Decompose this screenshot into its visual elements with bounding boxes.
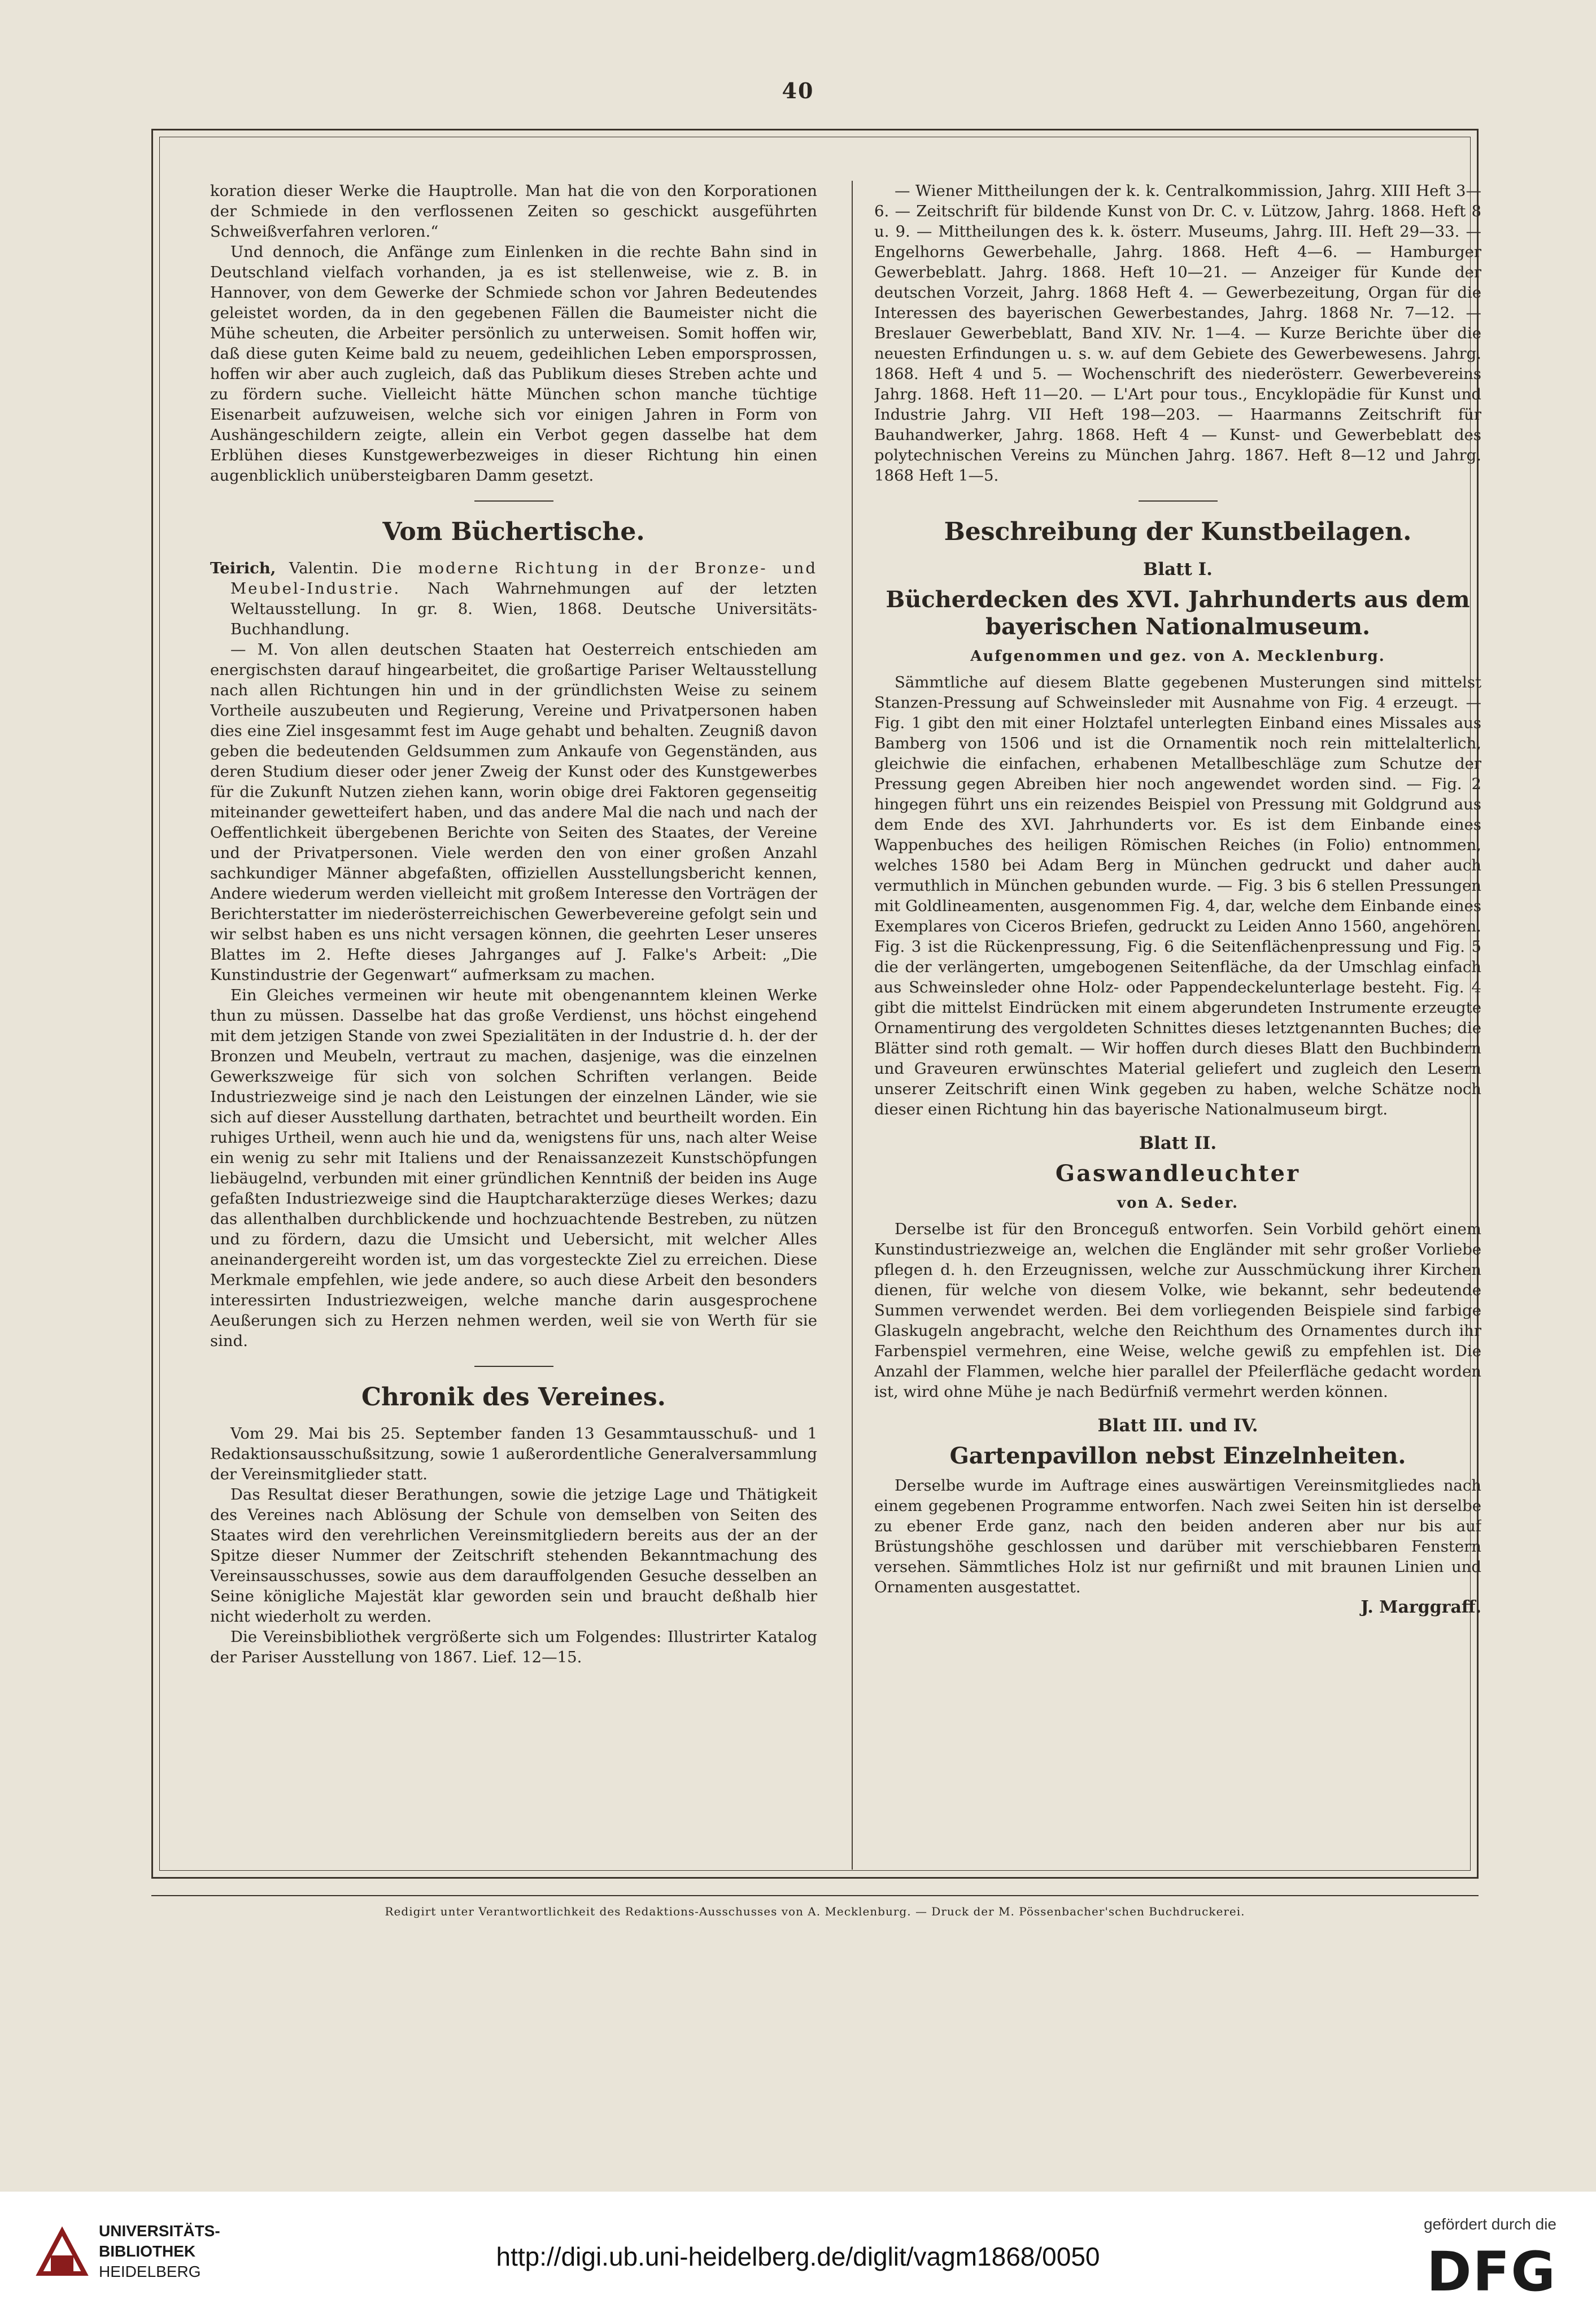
plate-1-label: Blatt I. xyxy=(1143,559,1213,580)
library-line-3: HEIDELBERG xyxy=(99,2263,201,2280)
section-rule xyxy=(474,500,553,502)
plate-1-text: Sämmtliche auf diesem Blatte gegebenen Musterungen sind mittelst Stanzen-Pressung auf Schweinsleder mit Ausnahme von Fig. 4 erzeugt. — Fig. 1 gibt den mit einer Holztafel unterlegten Einband eines Missales aus Bamberg von 1506 und ist die Ornamentik noch rein mittelalterlich, gleichwie die einfachen, erhabenen Metallbeschläge zum Schutze der Pressung gegen Abreiben hier noch angewendet worden sind. — Fig. 2 hingegen führt uns ein reizendes Beispiel von Pressung mit Goldgrund aus dem Ende des XVI. Jahrhunderts vor. Es ist dem Einbande eines Wappenbuches des heiligen Römischen Reiches (in Folio) entnommen, welches 1580 bei Adam Berg in München gedruckt und daher auch vermuthlich in München gebunden wurde. — Fig. 3 bis 6 stellen Pressungen mit Goldlineamenten, ausgenommen Fig. 4, dar, welche dem Einbande eines Exemplares von Ciceros Briefen, gedruckt zu Leiden Anno 1560, angehören. Fig. 3 ist die Rückenpressung, Fig. 6 die Seitenflächenpressung und Fig. 5 die der verlängerten, umgebogenen Seitenfläche, da der Umschlag einfach aus Schweinsleder ohne Holz- oder Pappendeckelunterlage besteht. Fig. 4 gibt die mittelst Eindrücken mit einem abgerundeten Instrumente erzeugte Ornamentirung des vergoldeten Schnittes dieses letztgenannten Buches; die Blätter sind roth gemalt. — Wir hoffen durch dieses Blatt den Buchbindern und Graveuren erwünschtes Material geliefert und zugleich den Lesern unserer Zeitschrift einen Wink gegeben zu haben, welche Schätze noch dieser einen Richtung hin das bayerische Nationalmuseum birgt. xyxy=(874,673,1481,1118)
review-paragraph-2: Ein Gleiches vermeinen wir heute mit obengenanntem kleinen Werke thun zu müssen. Dasselbe hat das große Verdienst, uns höchst eingehend mit dem jetzigen Stande von zwei Spezialitäten in der Industrie d. h. der der Bronzen und Meubeln, vertraut zu machen, dasjenige, was die einzelnen Gewerkszweige für sich von solchen Schriften verlangen. Beide Industriezweige sind je nach den Leistungen der einzelnen Länder, wie sie sich auf dieser Ausstellung darthaten, betrachtet und beurtheilt worden. Ein ruhiges Urtheil, wenn auch hie und da, wenigstens für uns, nach alter Weise ein wenig zu sehr mit Italiens und der Renaissanzezeit Kunstschöpfungen liebäugelnd, verbunden mit einer gründlichen Kenntniß der beiden ins Auge gefaßten Industriezweige sind die Hauptcharakterzüge dieses Werkes; dazu das allenthalben durchblickende und hochzuachtende Bestreben, zu nützen und zu fördern, dazu die Umsicht und Uebersicht, mit welcher Alles aneinandergereiht worden ist, um das vorgesteckte Ziel zu erreichen. Diese Merkmale empfehlen, wie jede andere, so auch diese Arbeit den besonders interessirten Industriezweigen, welche manche darin ausgesprochene Aeußerungen sich zu Herzen nehmen werden, weil sie von Werth für sie sind. xyxy=(210,986,817,1350)
footer-rule xyxy=(151,1895,1479,1896)
plate-1-credit: Aufgenommen und gez. von A. Mecklenburg. xyxy=(970,648,1385,665)
plate-3-4-text: Derselbe wurde im Auftrage eines auswärtigen Vereinsmitgliedes nach einem gegebenen Programme entworfen. Nach zwei Seiten hin ist derselbe zu ebener Erde ganz, nach den beiden anderen aber nur bis auf Brüstungshöhe geschlossen und darüber mit verschiebbaren Fenstern versehen. Sämmtliches Holz ist nur gefirnißt und mit braunen Linien und Ornamenten ausgestattet. xyxy=(874,1477,1481,1596)
book-entry-author: Valentin. xyxy=(289,559,359,577)
plate-2-label: Blatt II. xyxy=(1139,1133,1217,1153)
right-column xyxy=(874,181,1481,1864)
chronicle-paragraph-1: Vom 29. Mai bis 25. September fanden 13 Gesammtausschuß- und 1 Redaktionsausschußsitzung, sowie 1 außerordentliche Generalversammlung der Vereinsmitglieder statt. xyxy=(210,1425,817,1483)
book-entry xyxy=(210,558,817,639)
book-entry-rest: Nach Wahrnehmungen auf der letzten Weltausstellung. In gr. 8. Wien, 1868. Deutsche Universitäts-Buchhandlung. xyxy=(230,580,817,638)
book-entry-lead: Teirich, xyxy=(210,559,276,577)
plate-2-title: Gaswandleuchter xyxy=(1055,1160,1301,1187)
imprint-footer: Redigirt unter Verantwortlichkeit des Redaktions-Ausschusses von A. Mecklenburg. — Druck der M. Pössenbacher'schen Buchdruckerei. xyxy=(385,1905,1245,1918)
plate-2-credit: von A. Seder. xyxy=(1117,1195,1239,1212)
plate-3-4-signature: J. Marggraff. xyxy=(1360,1597,1481,1617)
intro-paragraph: koration dieser Werke die Hauptrolle. Man hat die von den Korporationen der Schmiede in den verflossenen Zeiten so geschickt ausgeführten Schweißverfahren verloren.“ xyxy=(210,182,817,241)
chronicle-paragraph-3: Die Vereinsbibliothek vergrößerte sich um Folgendes: Illustrirter Katalog der Pariser Ausstellung von 1867. Lief. 12—15. xyxy=(210,1628,817,1666)
left-column xyxy=(210,181,817,1864)
funded-by-label: gefördert durch die xyxy=(1423,2215,1556,2233)
plate-3-4-label: Blatt III. und IV. xyxy=(1097,1416,1258,1436)
heading-chronicle: Chronik des Vereines. xyxy=(361,1383,666,1412)
plate-3-4-title: Gartenpavillon nebst Einzelnheiten. xyxy=(949,1443,1406,1469)
review-paragraph-1: — M. Von allen deutschen Staaten hat Oesterreich entschieden am energischsten darauf hingearbeitet, die großartige Pariser Weltausstellung nach allen Richtungen hin und in der gründlichsten Weise zu seinem Vortheile auszubeuten und Regierung, Vereine und Privatpersonen haben dies eine Ziel insgesammt fest im Auge gehabt und behalten. Zeugniß davon geben die bedeutenden Geldsummen zum Ankaufe von Gegenständen, aus deren Studium dieser oder jener Zweig der Kunst oder des Kunstgewerbes für die Zukunft Nutzen ziehen kann, worin obige drei Faktoren gegenseitig miteinander gewetteifert haben, und das andere Mal die nach und nach der Oeffentlichkeit übergebenen Berichte von Seiten des Staates, der Vereine und der Privatpersonen. Viele werden den von einer großen Anzahl sachkundiger Männer abgefaßten, offiziellen Ausstellungsbericht kennen, Andere wiederum werden vielleicht mit großem Interesse den Vorträgen der Berichterstatter im niederösterreichischen Gewerbevereine gefolgt sein und wir selbst haben es uns nicht versagen können, die geehrten Leser unseres Blattes im 2. Hefte dieses Jahrganges auf J. Falke's Arbeit: „Die Kunstindustrie der Gegenwart“ aufmerksam zu machen. xyxy=(210,641,817,984)
journals-paragraph: — Wiener Mittheilungen der k. k. Centralkommission, Jahrg. XIII Heft 3—6. — Zeitschrift für bildende Kunst von Dr. C. v. Lützow, Jahrg. 1868. Heft 8 u. 9. — Mittheilungen des k. k. österr. Museums, Jahrg. III. Heft 29—33. — Engelhorns Gewerbehalle, Jahrg. 1868. Heft 4—6. — Hamburger Gewerbeblatt. Jahrg. 1868. Heft 10—21. — Anzeiger für Kunde der deutschen Vorzeit, Jahrg. 1868 Heft 4. — Gewerbezeitung, Organ für die Interessen des bayerischen Gewerbestandes, Jahrg. 1868 Nr. 7—12. — Breslauer Gewerbeblatt, Band XIV. Nr. 1—4. — Kurze Berichte über die neuesten Erfindungen u. s. w. auf dem Gebiete des Gewerbewesens. Jahrg. 1868. Heft 4 und 5. — Wochenschrift des niederösterr. Gewerbevereins Jahrg. 1868. Heft 11—20. — L'Art pour tous., Encyklopädie für Kunst und Industrie Jahrg. VII Heft 198—203. — Haarmanns Zeitschrift für Bauhandwerker, Jahrg. 1868. Heft 4 — Kunst- und Gewerbeblatt des polytechnischen Vereins zu München Jahrg. 1867. Heft 8—12 und Jahrg. 1868 Heft 1—5. xyxy=(874,182,1481,485)
section-rule xyxy=(474,1366,553,1367)
heading-plates: Beschreibung der Kunstbeilagen. xyxy=(944,517,1412,546)
section-rule xyxy=(1139,500,1218,502)
intro-paragraph-2: Und dennoch, die Anfänge zum Einlenken in die rechte Bahn sind in Deutschland vielfach vorhanden, ja es ist stellenweise, wie z. B. in Hannover, von dem Gewerke der Schmiede schon vor Jahren Bedeutendes geleistet worden, da in den gegebenen Fällen die Baumeister nicht die Mühe scheuten, die Arbeiter persönlich zu unterweisen. Somit hoffen wir, daß diese guten Keime bald zu neuem, gedeihlichen Leben emporsprossen, hoffen wir aber auch zugleich, daß das Publikum dieses Streben achte und zu fördern suche. Vielleicht hätte München schon manche tüchtige Eisenarbeit aufzuweisen, welche sich vor einigen Jahren in Form von Aushängeschildern zeigte, allein ein Verbot gegen dasselbe hat dem Erblühen dieses Kunstgewerbezweiges in dieser Richtung hin einen augenblicklich unübersteigbaren Damm gesetzt. xyxy=(210,243,817,485)
plate-2-text: Derselbe ist für den Bronceguß entworfen. Sein Vorbild gehört einem Kunstindustriezweige an, welchen die Engländer mit sehr großer Vorliebe pflegen d. h. den Erzeugnissen, welche zur Ausschmückung ihrer Kirchen dienen, für welche von diesem Volke, wie bekannt, sehr bedeutende Summen verwendet werden. Bei dem vorliegenden Beispiele sind farbige Glaskugeln angebracht, welche den Reichthum des Ornamentes durch ihr Farbenspiel vermehren, eine Weise, welche gewiß zu empfehlen ist. Die Anzahl der Flammen, welche hier parallel der Pfeilerfläche gedacht worden ist, wird ohne Mühe je nach Bedürfniß vermehrt werden können. xyxy=(874,1220,1481,1401)
column-divider xyxy=(852,181,853,1870)
viewer-bottom-bar xyxy=(0,2192,1596,2317)
chronicle-paragraph-2: Das Resultat dieser Berathungen, sowie die jetzige Lage und Thätigkeit des Vereines nach Ablösung der Schule von demselben von Seiten des Staates wird den verehrlichen Vereinsmitgliedern bereits aus der an der Spitze dieser Nummer der Zeitschrift stehenden Bekanntmachung des Vereinsausschusses, sowie aus dem darauffolgenden Gesuche desselben an Seine königliche Majestät klar geworden sein und braucht deßhalb hier nicht wiederholt zu werden. xyxy=(210,1486,817,1626)
library-line-1: UNIVERSITÄTS- xyxy=(99,2222,220,2240)
dfg-logo: DFG xyxy=(1426,2240,1556,2303)
permalink-url[interactable]: http://digi.ub.uni-heidelberg.de/diglit/vagm1868/0050 xyxy=(496,2242,1100,2271)
book-entry-title: Die moderne Richtung in der Bronze- und Meubel-Industrie. xyxy=(230,559,817,598)
heading-books: Vom Büchertische. xyxy=(382,517,645,546)
library-line-2: BIBLIOTHEK xyxy=(99,2242,196,2260)
plate-1-title: Bücherdecken des XVI. Jahrhunderts aus dem bayerischen Nationalmuseum. xyxy=(886,586,1470,640)
page-number: 40 xyxy=(782,78,814,103)
